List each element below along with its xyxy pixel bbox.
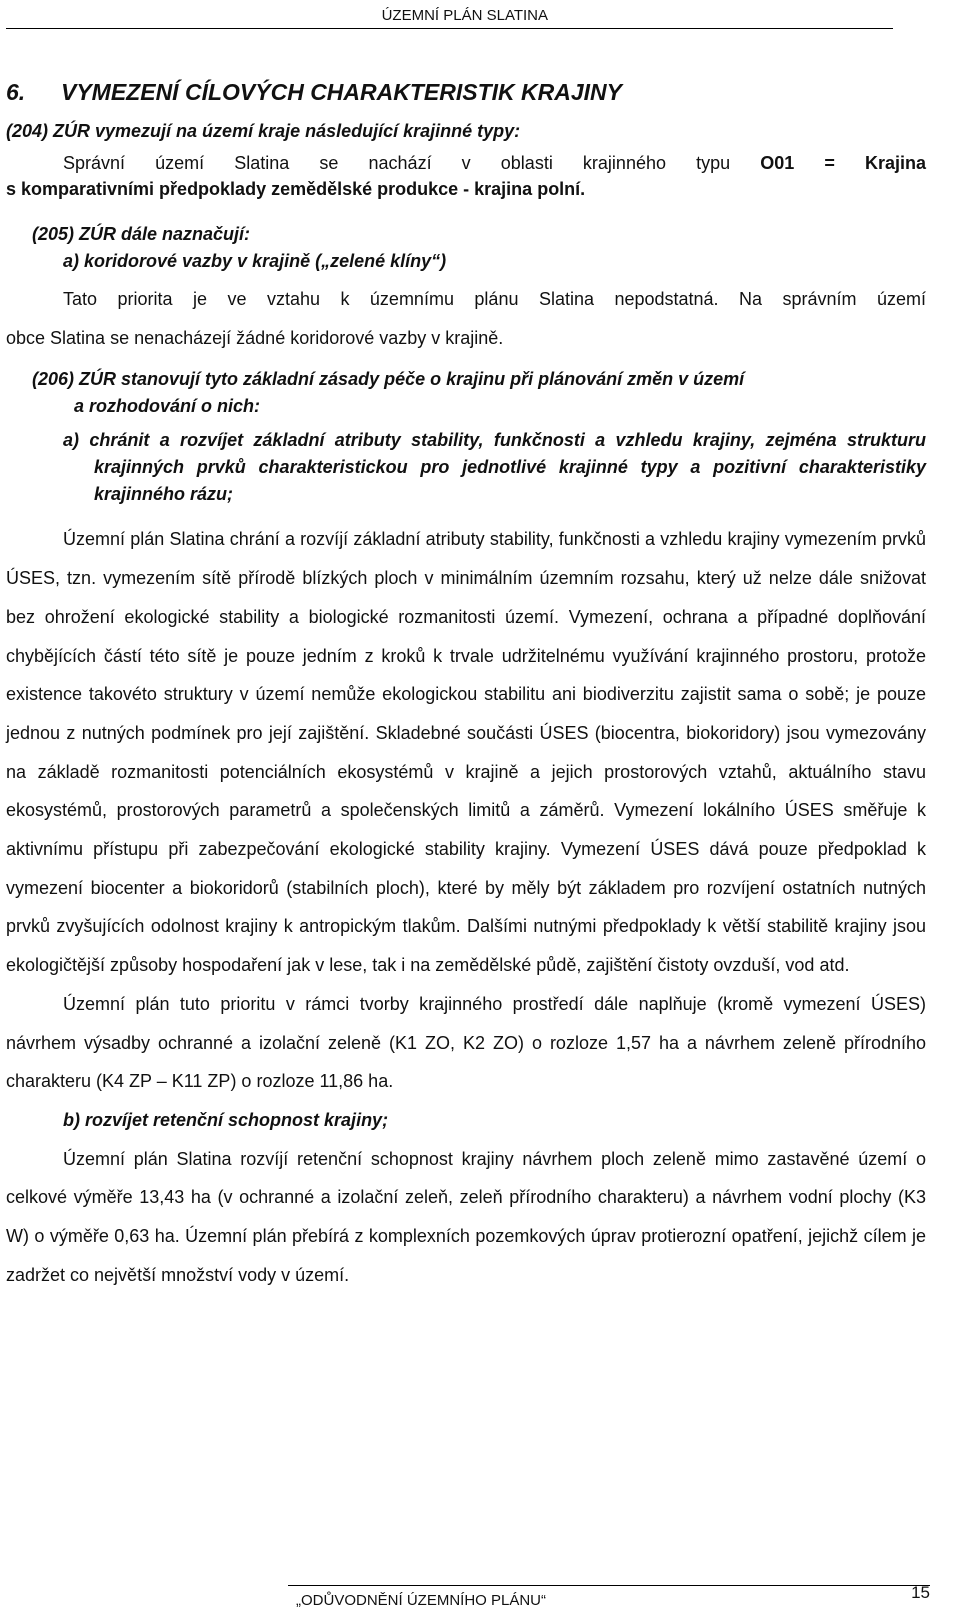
section-204-heading: (204) ZÚR vymezují na území kraje následující krajinné typy: <box>6 121 521 141</box>
page-number: 15 <box>911 1583 930 1602</box>
header-title: ÚZEMNÍ PLÁN SLATINA <box>381 7 548 24</box>
section-205 <box>6 221 926 357</box>
section-206-heading-line1: (206) ZÚR stanovují tyto základní zásady péče o krajinu při plánování změn v území <box>32 369 745 390</box>
section-206-heading-line2: a rozhodování o nich: <box>74 396 261 417</box>
landscape-type-code: O01 = Krajina <box>760 153 927 173</box>
section-206 <box>6 366 926 1294</box>
section-206-paragraph-2: Územní plán tuto prioritu v rámci tvorby krajinného prostředí dále naplňuje (kromě vymezení ÚSES) návrhem výsadby ochranné a izolační zeleně (K1 ZO, K2 ZO) o rozloze 1,57 ha a návrhem zeleně přírodního charakteru (K4 ZP – K11 ZP) o rozloze 11,86 ha. <box>6 993 926 1092</box>
section-205-text-line2: obce Slatina se nenacházejí žádné koridorové vazby v krajině. <box>6 327 504 348</box>
footer-label: „ODŮVODNĚNÍ ÚZEMNÍHO PLÁNU“ <box>296 1592 547 1609</box>
landscape-type-name: s komparativními předpoklady zemědělské produkce - krajina polní. <box>6 179 586 199</box>
page-header <box>6 4 893 29</box>
section-205-text-line1: Tato priorita je ve vztahu k územnímu plánu Slatina nepodstatná. Na správním území <box>63 289 926 309</box>
section-204 <box>6 118 926 201</box>
page-footer <box>288 1585 930 1612</box>
section-205-item-a: a) koridorové vazby v krajině („zelené klíny“) <box>63 251 447 271</box>
section-204-line1 <box>6 145 926 181</box>
document-body <box>6 72 926 1294</box>
section-206-item-b: b) rozvíjet retenční schopnost krajiny; <box>63 1109 389 1130</box>
chapter-number: 6. <box>6 79 26 105</box>
section-206-paragraph-3: Územní plán Slatina rozvíjí retenční schopnost krajiny návrhem ploch zeleně mimo zastavěné území o celkové výměře 13,43 ha (v ochranné a izolační zeleň, zeleň přírodního charakteru) a návrhem vodní plochy (K3 W) o výměře 0,63 ha. Územní plán přebírá z komplexních pozemkových úprav protierozní opatření, jejichž cílem je zadržet co největší množství vody v území. <box>6 1148 926 1285</box>
chapter-title: VYMEZENÍ CÍLOVÝCH CHARAKTERISTIK KRAJINY <box>61 79 622 105</box>
section-206-paragraph-1: Územní plán Slatina chrání a rozvíjí základní atributy stability, funkčnosti a vzhledu krajiny vymezením prvků ÚSES, tzn. vymezením sítě přírodě blízkých ploch v minimálním územním rozsahu, který už nelze dále snižovat bez ohrožení ekologické stability a biologické rozmanitosti území. Vymezení, ochrana a případné doplňování chybějících částí této sítě je pouze jedním z kroků k trvale udržitelnému využívání krajinného prostoru, protože existence takovéto struktury v území nemůže ekologickou stabilitu ani biodiverzitu zajistit sama o sobě; je pouze jednou z nutných podmínek pro její zajištění. Skladebné součásti ÚSES (biocentra, biokoridory) jsou vymezovány na základě rozmanitosti potenciálních ekosystémů v krajině a jejich prostorových vztahů, aktuálního stavu ekosystémů, prostorových parametrů a společenských limitů a záměrů. Vymezení lokálního ÚSES směřuje k aktivnímu přístupu při zabezpečování ekologické stability krajiny. Vymezení ÚSES dává pouze předpoklad k vymezení biocenter a biokoridorů (stabilních ploch), které by měly být základem pro rozvíjení ostatních nutných prvků zvyšujících odolnost krajiny k antropickým tlakům. Dalšími nutnými předpoklady k větší stabilitě krajiny jsou ekologičtější způsoby hospodaření jak v lese, tak i na zemědělské půdě, zajištění čistoty ovzduší, vod atd. <box>6 529 926 976</box>
section-205-heading: (205) ZÚR dále naznačují: <box>32 224 251 244</box>
section-204-text: Správní území Slatina se nachází v oblasti krajinného typu <box>63 153 761 173</box>
section-206-item-a: a) chránit a rozvíjet základní atributy stability, funkčnosti a vzhledu krajiny, zejména strukturu krajinných prvků charakteristickou pro jednotlivé krajinné typy a pozitivní charakteristiky krajinného rázu; <box>63 430 926 505</box>
chapter-heading <box>6 72 926 112</box>
